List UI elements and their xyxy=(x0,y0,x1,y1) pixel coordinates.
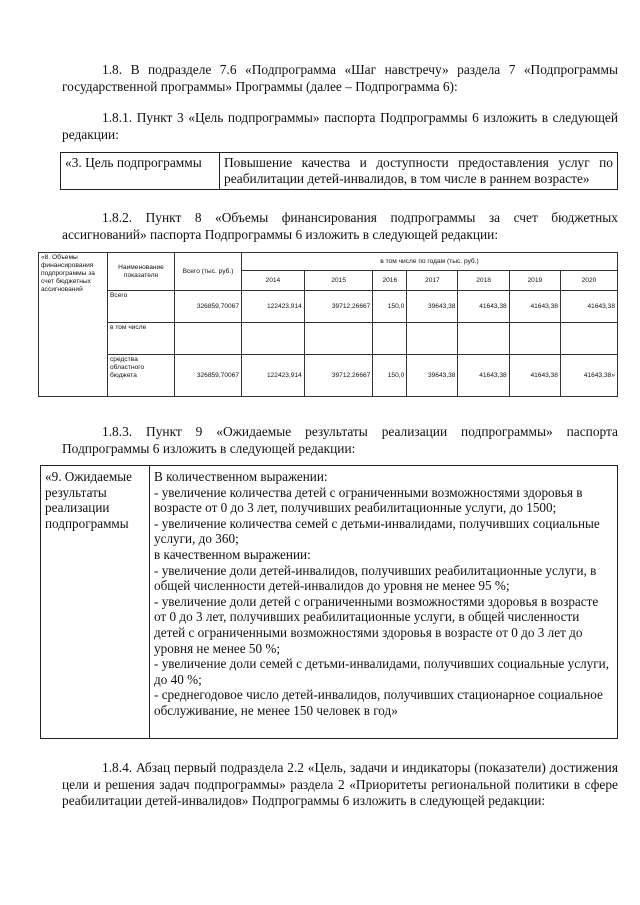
col-name-header: Наименование показателя xyxy=(108,253,175,291)
funding-cell-2017 xyxy=(407,323,458,355)
results-line: - увеличение доли детей с ограниченными возможностями здоровья в возрасте от 0 до 3 лет, получивших реабилитационные услуги, в общей численности детей с ограниченными возможностями здоровья в возрасте от 0 до 3 лет до уровня не менее 50 %; xyxy=(154,593,599,656)
col-years-group-header: в том числе по годам (тыс. руб.) xyxy=(242,253,618,271)
funding-row-header: «8. Объемы финансирования подпрограммы за счет бюджетных ассигнований xyxy=(39,253,108,397)
funding-cell-2015: 39712,26667 xyxy=(304,355,373,397)
col-total-header: Всего (тыс. руб.) xyxy=(175,253,242,291)
funding-cell-2014 xyxy=(242,323,305,355)
funding-cell-2020: 41643,38» xyxy=(560,355,617,397)
funding-cell-2019 xyxy=(509,323,560,355)
year-header-2016: 2016 xyxy=(373,271,407,291)
funding-cell-2019: 41643,38 xyxy=(509,355,560,397)
results-line: В количественном выражении: xyxy=(154,469,328,484)
funding-cell-2015 xyxy=(304,323,373,355)
funding-row-name: средства областного бюджета xyxy=(108,355,175,397)
funding-cell-2018 xyxy=(458,323,509,355)
funding-cell-2019: 41643,38 xyxy=(509,291,560,323)
funding-row-total: 326859,70067 xyxy=(175,355,242,397)
results-line: - увеличение количества семей с детьми-инвалидами, получивших социальные услуги, до 360; xyxy=(154,515,600,547)
funding-row-total: 326859,70067 xyxy=(175,291,242,323)
funding-cell-2018: 41643,38 xyxy=(458,355,509,397)
results-body xyxy=(150,466,618,739)
results-line: в качественном выражении: xyxy=(154,546,311,562)
results-table xyxy=(40,465,618,739)
paragraph-1-8: 1.8. В подразделе 7.6 «Подпрограмма «Шаг навстречу» раздела 7 «Подпрограммы государственной программы» Программы (далее – Подпрограмма 6): xyxy=(62,62,618,94)
funding-cell-2014: 122423,914 xyxy=(242,355,305,397)
funding-row-name: Всего xyxy=(108,291,175,323)
funding-cell-2020: 41643,38 xyxy=(560,291,617,323)
results-label: «9. Ожидаемые результаты реализации подпрограммы xyxy=(41,466,150,739)
paragraph-1-8-3: 1.8.3. Пункт 9 «Ожидаемые результаты реализации подпрограммы» паспорта Подпрограммы 6 изложить в следующей редакции: xyxy=(62,424,618,456)
year-header-2015: 2015 xyxy=(304,271,373,291)
year-header-2020: 2020 xyxy=(560,271,617,291)
funding-cell-2017: 39643,38 xyxy=(407,291,458,323)
funding-cell-2014: 122423,914 xyxy=(242,291,305,323)
goal-label: «3. Цель подпрограммы xyxy=(61,153,220,190)
funding-row-name: в том числе xyxy=(108,323,175,355)
year-header-2014: 2014 xyxy=(242,271,305,291)
goal-value: Повышение качества и доступности предоставления услуг по реабилитации детей-инвалидов, в том числе в раннем возрасте» xyxy=(220,153,618,190)
results-line: - среднегодовое число детей-инвалидов, получивших стационарное социальное обслуживание, не менее 150 человек в год» xyxy=(154,687,603,718)
funding-cell-2017: 39643,38 xyxy=(407,355,458,397)
results-line: - увеличение доли детей-инвалидов, получивших реабилитационные услуги, в общей численности детей-инвалидов до уровня не менее 95 %; xyxy=(154,562,597,594)
paragraph-1-8-2: 1.8.2. Пункт 8 «Объемы финансирования подпрограммы за счет бюджетных ассигнований» паспорта Подпрограммы 6 изложить в следующей редакции: xyxy=(62,210,618,242)
funding-cell-2016: 150,0 xyxy=(373,355,407,397)
funding-row-total xyxy=(175,323,242,355)
year-header-2017: 2017 xyxy=(407,271,458,291)
funding-cell-2020 xyxy=(560,323,617,355)
funding-cell-2015: 39712,26667 xyxy=(304,291,373,323)
funding-cell-2018: 41643,38 xyxy=(458,291,509,323)
funding-cell-2016 xyxy=(373,323,407,355)
goal-table xyxy=(60,152,618,190)
year-header-2018: 2018 xyxy=(458,271,509,291)
funding-cell-2016: 150,0 xyxy=(373,291,407,323)
results-line: - увеличение количества детей с ограниченными возможностями здоровья в возрасте от 0 до 3 лет, получивших реабилитационные услуги, до 1500; xyxy=(154,484,583,516)
results-line: - увеличение доли семей с детьми-инвалидами, получивших социальные услуги, до 40 %; xyxy=(154,656,610,687)
year-header-2019: 2019 xyxy=(509,271,560,291)
paragraph-1-8-4: 1.8.4. Абзац первый подраздела 2.2 «Цель, задачи и индикаторы (показатели) достижения цели и решения задач подпрограммы» раздела 2 «Приоритеты региональной политики в сфере реабилитации детей-инвалидов» Подпрограммы 6 изложить в следующей редакции: xyxy=(62,760,618,808)
paragraph-1-8-1: 1.8.1. Пункт 3 «Цель подпрограммы» паспорта Подпрограммы 6 изложить в следующей редакции: xyxy=(62,110,618,142)
funding-table xyxy=(38,252,618,397)
